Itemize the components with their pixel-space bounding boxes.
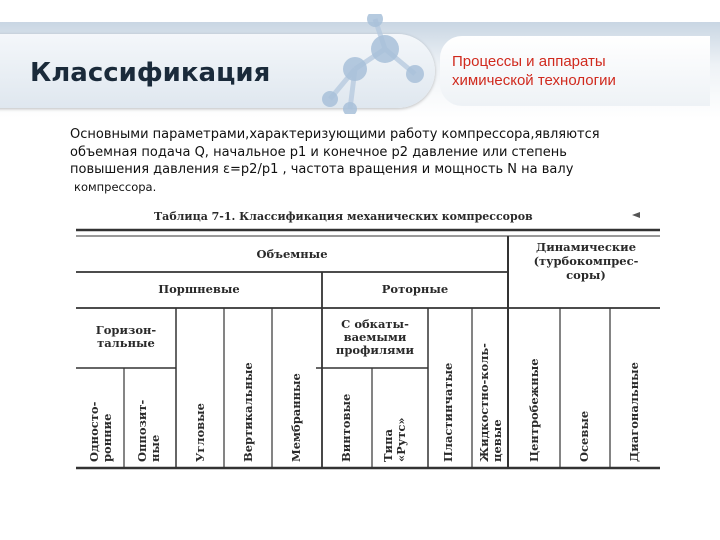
table-caption: Таблица 7-1. Классификация механических компрессоров: [154, 210, 533, 223]
cell-vintovye: Винтовые: [339, 393, 353, 462]
cell-gorizontalnye-1: Горизон-: [95, 323, 157, 337]
classification-table: [76, 206, 660, 472]
cell-oppozit-2: ные: [148, 434, 162, 462]
cell-odnostoronnie-2: ронние: [100, 413, 114, 462]
cell-oppozit-1: Оппозит-: [135, 399, 149, 462]
cell-uglovye: Угловые: [193, 403, 207, 462]
cell-zhidkostno-1: Жидкостно-коль-: [477, 343, 491, 462]
cell-tipa-roots: [382, 417, 408, 462]
cell-gorizontalnye: [76, 324, 176, 350]
cell-diagonalnye: Диагональные: [627, 362, 641, 462]
cell-s-obkaty-2: ваемыми: [343, 330, 407, 344]
cell-s-obkaty: [322, 318, 428, 357]
cell-porshnevye: Поршневые: [158, 282, 240, 296]
cell-dinamicheskie-1: Динамические: [535, 240, 637, 254]
cell-zhidkostno-2: цевые: [490, 419, 504, 462]
cell-odnostoronnie-1: Односто-: [87, 401, 101, 462]
cell-tipa-roots-1: Типа: [381, 429, 395, 462]
cell-vertikalnye: Вертикальные: [241, 362, 255, 462]
cell-plastinchatye: Пластинчатые: [441, 362, 455, 462]
subtitle-line-1: Процессы и аппараты: [452, 53, 606, 70]
cell-dinamicheskie: [512, 240, 660, 282]
page-title: Классификация: [30, 58, 271, 88]
cell-dinamicheskie-3: соры): [566, 268, 606, 282]
cell-osevye: Осевые: [577, 410, 591, 462]
body-line-1: Основными параметрами,характеризующими работу компрессора,являются: [70, 127, 600, 142]
cell-s-obkaty-3: профилями: [335, 343, 415, 357]
cell-tipa-roots-2: «Рутс»: [394, 417, 408, 462]
cell-gorizontalnye-2: тальные: [97, 336, 155, 350]
cell-oppozit: [136, 400, 162, 462]
cell-obemnye: Объемные: [256, 247, 328, 261]
cell-dinamicheskie-2: (турбокомпрес-: [533, 254, 639, 268]
body-paragraph: [70, 126, 690, 196]
body-line-3: повышения давления ε=р2/р1 , частота вращения и мощность N на валу: [70, 162, 574, 177]
subtitle-line-2: химической технологии: [452, 72, 616, 89]
body-line-4: компрессора.: [74, 179, 157, 194]
cell-centrobezhnye: Центробежные: [527, 358, 541, 462]
molecule-decoration-icon: [300, 14, 450, 114]
cell-odnostoronnie: [88, 402, 114, 462]
subtitle: [452, 52, 616, 90]
cell-zhidkostno: [478, 343, 504, 462]
body-line-2: объемная подача Q, начальное р1 и конечное р2 давление или степень: [70, 144, 567, 160]
cell-rotornye: Роторные: [381, 282, 449, 296]
cell-s-obkaty-1: С обкаты-: [341, 317, 409, 331]
cell-membrannye: Мембранные: [289, 373, 303, 462]
